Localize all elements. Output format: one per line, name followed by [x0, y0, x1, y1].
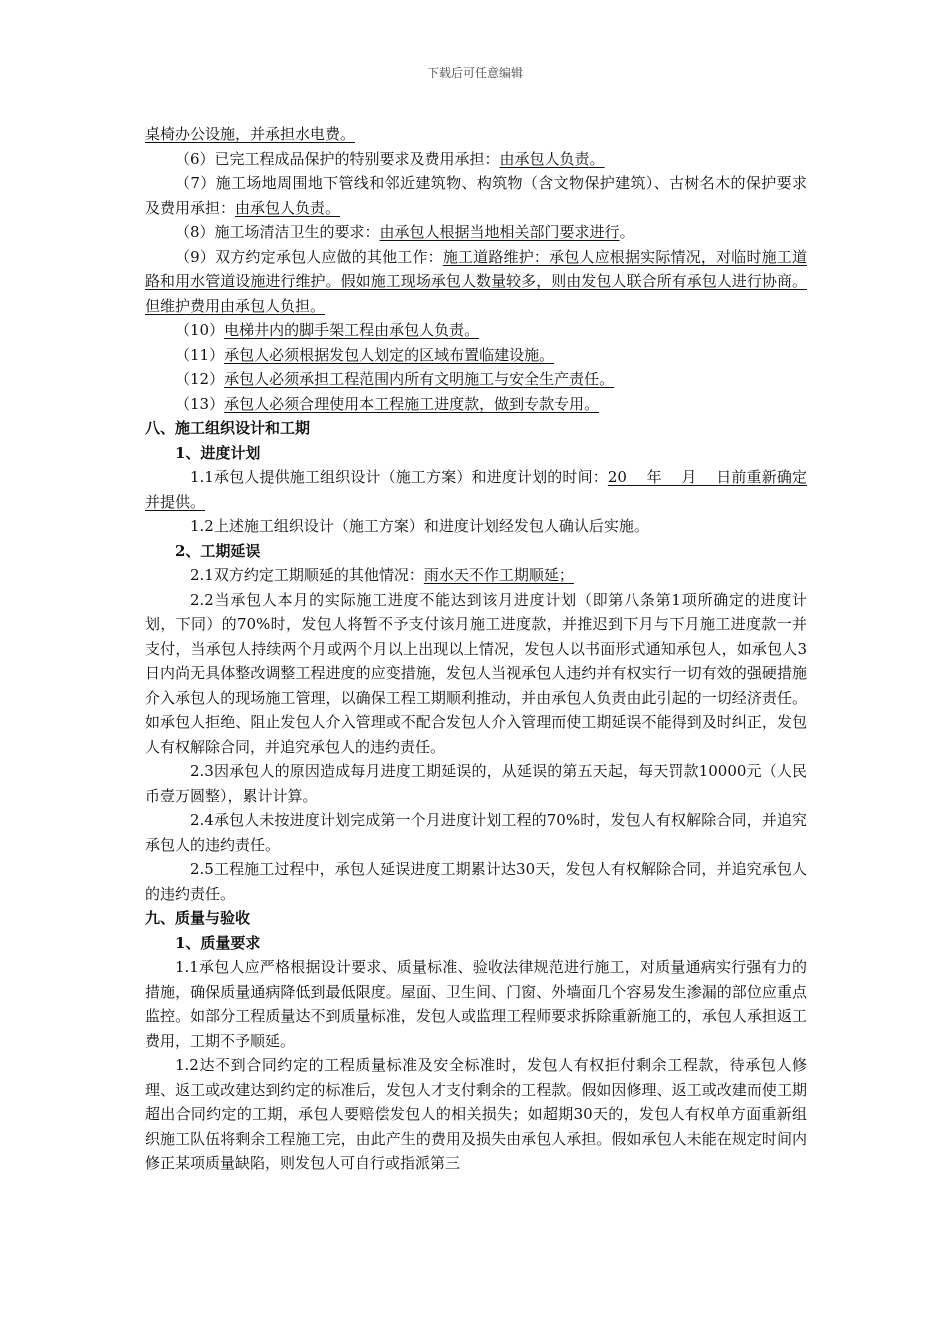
clause-label: （6）已完工程成品保护的特别要求及费用承担：: [175, 149, 500, 168]
section-heading-8: 八、施工组织设计和工期: [145, 419, 311, 437]
clause-label: （12）: [175, 370, 225, 388]
clause-8-1-1: [145, 465, 807, 514]
underlined-text: 施工道路维护：承包人应根据实际情况，对临时施工道路和用水管道设施进行维护。假如施工现场承包人数量较多，则由发包人联合所有承包人进行协商。但维护费用由承包人负担。: [145, 247, 807, 315]
underlined-text: 承包人必须根据发包人划定的区域布置临建设施。: [224, 345, 555, 364]
clause-label: 2.1双方约定工期顺延的其他情况：: [190, 566, 424, 584]
clause-label: （13）: [175, 394, 225, 413]
clause-13: [145, 392, 807, 417]
subsection-heading-schedule: 1、进度计划: [175, 443, 261, 462]
clause-label: （7）施工场地周围地下管线和邻近建筑物、构筑物（含文物保护建筑）、古树名木的保护要求及费用承担：: [145, 174, 807, 217]
clause-9: [145, 245, 807, 319]
document-body: [145, 122, 807, 1176]
clause-8-2-4: 2.4承包人未按进度计划完成第一个月进度计划工程的70%时，发包人有权解除合同，并追究承包人的违约责任。: [145, 811, 807, 854]
clause-label: （9）双方约定承包人应做的其他工作：: [175, 247, 443, 266]
clause-8-2-5: 2.5工程施工过程中，承包人延误进度工期累计达30天，发包人有权解除合同，并追究承包人的违约责任。: [145, 860, 807, 903]
clause-7: [145, 171, 807, 220]
clause-8-1-2: 1.2上述施工组织设计（施工方案）和进度计划经发包人确认后实施。: [190, 517, 649, 535]
clause-9-1-2: 1.2达不到合同约定的工程质量标准及安全标准时，发包人有权拒付剩余工程款，待承包人修理、返工或改建达到约定的标准后，发包人才支付剩余的工程款。假如因修理、返工或改建而使工期超出合同约定的工期，承包人要赔偿发包人的相关损失；如超期30天的，发包人有权单方面重新组织施工队伍将剩余工程施工完，由此产生的费用及损失由承包人承担。假如承包人未能在规定时间内修正某项质量缺陷，则发包人可自行或指派第三: [145, 1056, 807, 1172]
underlined-text: 雨水天不作工期顺延；: [423, 566, 574, 584]
underlined-text: 承包人必须承担工程范围内所有文明施工与安全生产责任。: [224, 370, 615, 388]
underlined-text: 电梯井内的脚手架工程由承包人负责。: [224, 321, 480, 339]
underlined-text: 20 年 月 日前重新确定并提供。: [145, 468, 807, 511]
subsection-heading-delay: 2、工期延误: [175, 541, 261, 560]
underlined-text: 由承包人负责。: [235, 198, 341, 217]
clause-9-1-1: 1.1承包人应严格根据设计要求、质量标准、验收法律规范进行施工，对质量通病实行强有力的措施，确保质量通病降低到最低限度。屋面、卫生间、门窗、外墙面几个容易发生渗漏的部位应重点监控。如部分工程质量达不到质量标准，发包人或监理工程师要求拆除重新施工的，承包人承担返工费用，工期不予顺延。: [145, 958, 807, 1050]
punctuation: 。: [619, 223, 635, 241]
clause-8: [145, 220, 807, 245]
underlined-text: 承包人必须合理使用本工程施工进度款，做到专款专用。: [224, 394, 600, 413]
clause-10: [145, 318, 807, 343]
section-heading-9: 九、质量与验收: [145, 909, 251, 927]
clause-8-2-3: 2.3因承包人的原因造成每月进度工期延误的，从延误的第五天起，每天罚款10000元（人民币壹万圆整），累计计算。: [145, 762, 807, 805]
subsection-heading-quality: 1、质量要求: [175, 933, 261, 952]
underlined-text: 由承包人根据当地相关部门要求进行: [379, 223, 620, 241]
clause-label: （8）施工场清洁卫生的要求：: [175, 223, 380, 241]
clause-6: [145, 147, 807, 172]
clause-12: [145, 367, 807, 392]
clause-8-2-2: 2.2当承包人本月的实际施工进度不能达到该月进度计划（即第八条第1项所确定的进度计划，下同）的70%时，发包人将暂不予支付该月施工进度款，并推迟到下月与下月施工进度款一并支付，当承包人持续两个月或两个月以上出现以上情况，发包人以书面形式通知承包人，如承包人3日内尚无具体整改调整工程进度的应变措施，发包人当视承包人违约并有权实行一切有效的强硬措施介入承包人的现场施工管理，以确保工程工期顺利推动，并由承包人负责由此引起的一切经济责任。如承包人拒绝、阻止发包人介入管理或不配合发包人介入管理而使工期延误不能得到及时纠正，发包人有权解除合同，并追究承包人的违约责任。: [145, 590, 807, 756]
clause-label: （11）: [175, 345, 225, 364]
clause-11: [145, 343, 807, 368]
underlined-text: 由承包人负责。: [499, 149, 605, 168]
paragraph-continuation: [145, 122, 807, 147]
clause-label: 1.1承包人提供施工组织设计（施工方案）和进度计划的时间：: [190, 468, 608, 486]
clause-label: （10）: [175, 321, 225, 339]
underlined-text: 桌椅办公设施，并承担水电费。: [145, 125, 356, 143]
clause-8-2-1: [145, 563, 807, 588]
page-header: 下载后可任意编辑: [426, 66, 523, 80]
